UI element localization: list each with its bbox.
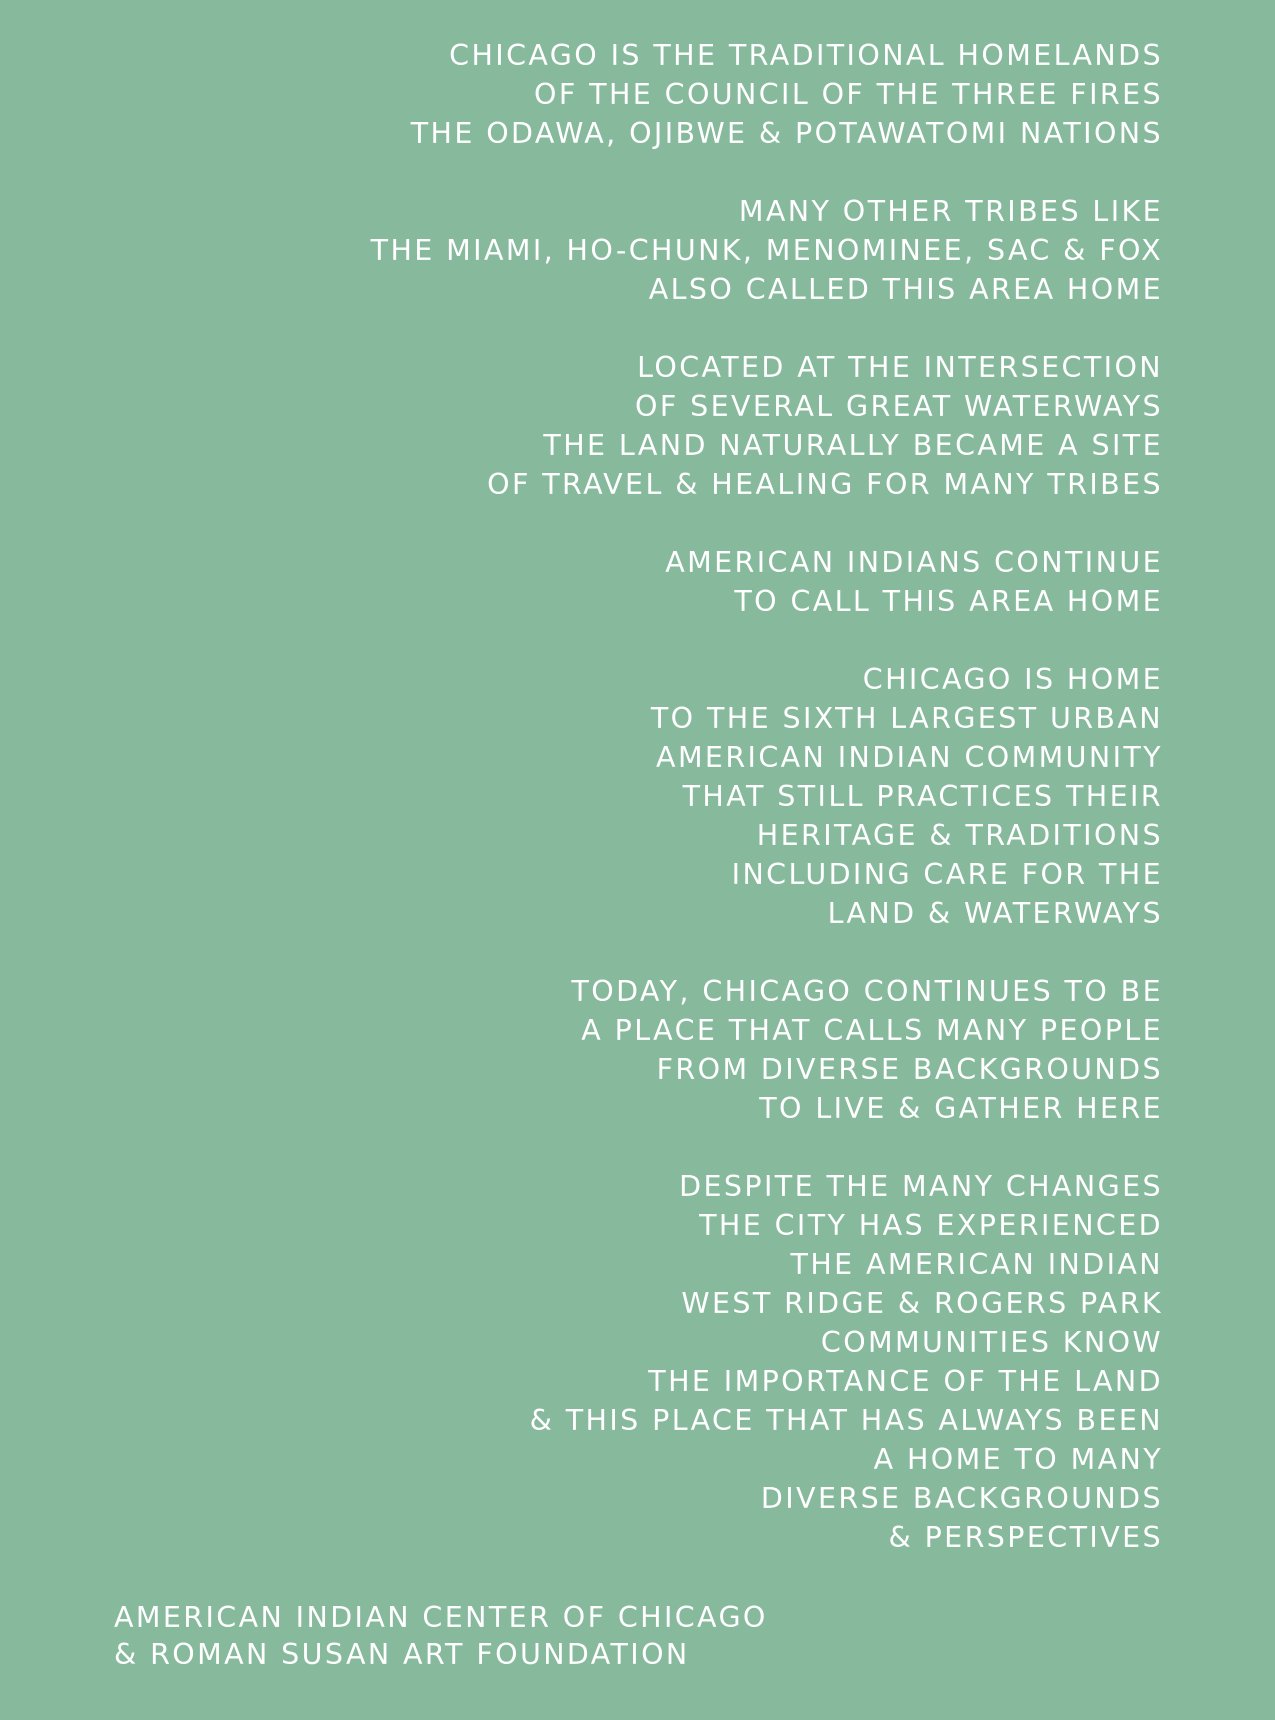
text-line: TODAY, CHICAGO CONTINUES TO BE <box>571 975 1163 1008</box>
text-line: WEST RIDGE & ROGERS PARK <box>681 1287 1163 1320</box>
text-line: TO CALL THIS AREA HOME <box>734 585 1163 618</box>
text-line: A PLACE THAT CALLS MANY PEOPLE <box>581 1014 1163 1047</box>
text-line: & THIS PLACE THAT HAS ALWAYS BEEN <box>529 1404 1163 1437</box>
text-line: CHICAGO IS THE TRADITIONAL HOMELANDS <box>449 39 1163 72</box>
text-line: AMERICAN INDIAN COMMUNITY <box>656 741 1163 774</box>
text-line: THE MIAMI, HO-CHUNK, MENOMINEE, SAC & FOX <box>370 234 1163 267</box>
text-line: AMERICAN INDIANS CONTINUE <box>665 546 1163 579</box>
text-line: LOCATED AT THE INTERSECTION <box>637 351 1163 384</box>
credits <box>114 1599 768 1673</box>
text-line: OF SEVERAL GREAT WATERWAYS <box>635 390 1163 423</box>
text-line: TO LIVE & GATHER HERE <box>759 1092 1163 1125</box>
text-line: THE CITY HAS EXPERIENCED <box>699 1209 1163 1242</box>
land-acknowledgment-text <box>110 36 1163 1596</box>
text-line: & PERSPECTIVES <box>888 1521 1163 1554</box>
text-line: MANY OTHER TRIBES LIKE <box>738 195 1163 228</box>
text-line: THE IMPORTANCE OF THE LAND <box>648 1365 1163 1398</box>
text-line: THAT STILL PRACTICES THEIR <box>682 780 1163 813</box>
stanza-community <box>110 660 1163 933</box>
text-line: TO THE SIXTH LARGEST URBAN <box>650 702 1163 735</box>
stanza-today <box>110 972 1163 1128</box>
credit-line: AMERICAN INDIAN CENTER OF CHICAGO <box>114 1601 768 1634</box>
text-line: DESPITE THE MANY CHANGES <box>679 1170 1163 1203</box>
text-line: OF TRAVEL & HEALING FOR MANY TRIBES <box>487 468 1163 501</box>
stanza-other-tribes <box>110 192 1163 309</box>
stanza-waterways <box>110 348 1163 504</box>
text-line: THE LAND NATURALLY BECAME A SITE <box>543 429 1163 462</box>
stanza-homelands <box>110 36 1163 153</box>
text-line: THE ODAWA, OJIBWE & POTAWATOMI NATIONS <box>410 117 1163 150</box>
text-line: LAND & WATERWAYS <box>827 897 1163 930</box>
text-line: OF THE COUNCIL OF THE THREE FIRES <box>534 78 1163 111</box>
stanza-continue <box>110 543 1163 621</box>
credit-line: & ROMAN SUSAN ART FOUNDATION <box>114 1638 690 1671</box>
text-line: ALSO CALLED THIS AREA HOME <box>648 273 1163 306</box>
text-line: FROM DIVERSE BACKGROUNDS <box>656 1053 1163 1086</box>
text-line: A HOME TO MANY <box>873 1443 1163 1476</box>
text-line: DIVERSE BACKGROUNDS <box>760 1482 1163 1515</box>
text-line: THE AMERICAN INDIAN <box>790 1248 1163 1281</box>
text-line: HERITAGE & TRADITIONS <box>756 819 1163 852</box>
stanza-despite <box>110 1167 1163 1557</box>
text-line: COMMUNITIES KNOW <box>820 1326 1163 1359</box>
text-line: CHICAGO IS HOME <box>862 663 1163 696</box>
text-line: INCLUDING CARE FOR THE <box>731 858 1163 891</box>
